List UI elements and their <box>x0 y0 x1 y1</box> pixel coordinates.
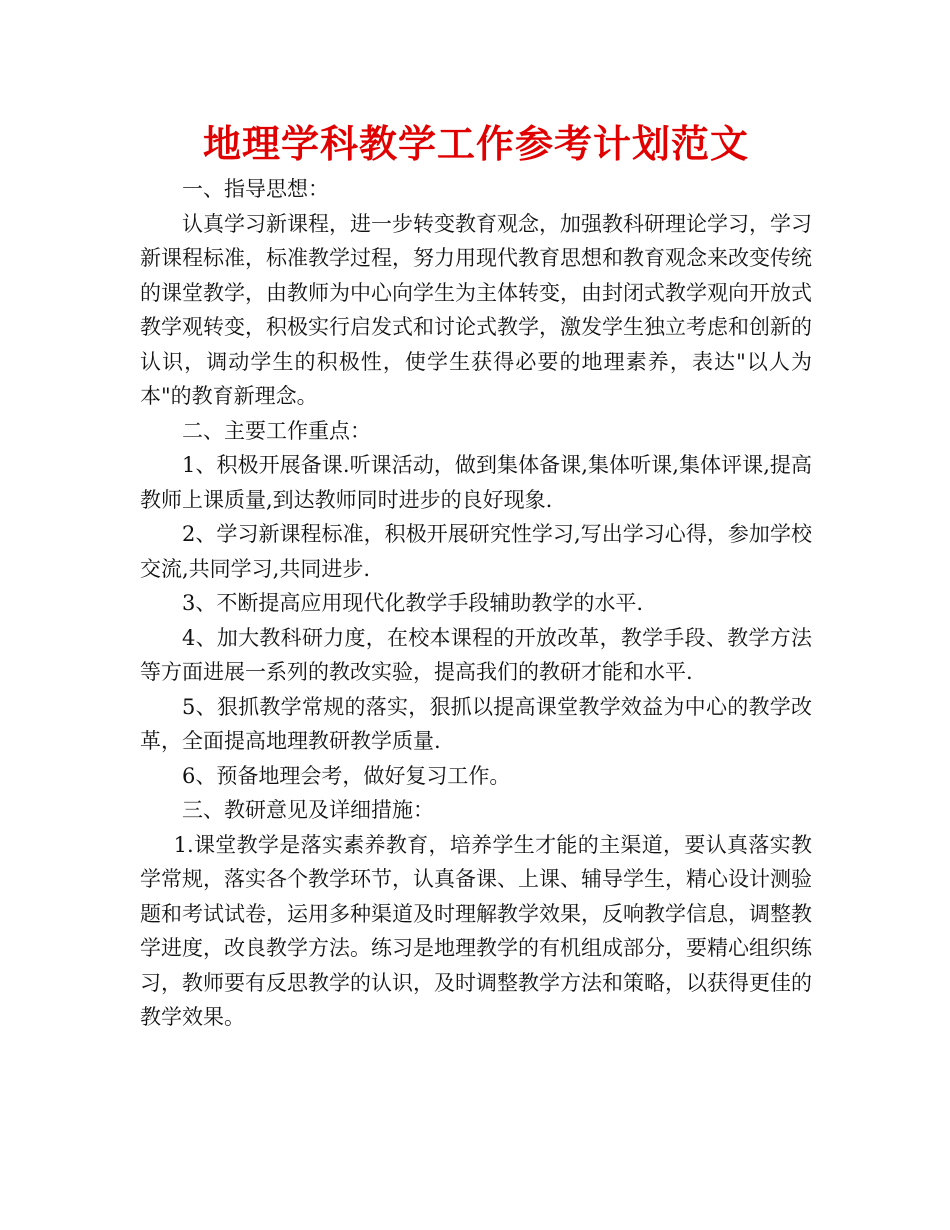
list-item-focus-5: 5、狠抓教学常规的落实，狠抓以提高课堂教学效益为中心的教学改革，全面提高地理教研教学质量. <box>140 694 812 753</box>
document-page <box>140 116 812 1035</box>
list-item-focus-2: 2、学习新课程标准，积极开展研究性学习,写出学习心得，参加学校交流,共同学习,共同进步. <box>140 522 812 581</box>
list-item-focus-6: 6、预备地理会考，做好复习工作。 <box>182 763 511 788</box>
document-title: 地理学科教学工作参考计划范文 <box>202 122 749 166</box>
list-item-focus-4: 4、加大教科研力度，在校本课程的开放改革，教学手段、教学方法等方面进展一系列的教改实验，提高我们的教研才能和水平. <box>140 625 812 684</box>
section-heading-main-focus: 二、主要工作重点： <box>182 418 371 443</box>
section-heading-measures: 三、教研意见及详细措施： <box>182 798 434 822</box>
paragraph-guiding-thought-body: 认真学习新课程，进一步转变教育观念，加强教科研理论学习，学习新课程标准，标准教学过程，努力用现代教育思想和教育观念来改变传统的课堂教学，由教师为中心向学生为主体转变，由封闭式教学观向开放式教学观转变，积极实行启发式和讨论式教学，激发学生独立考虑和创新的认识，调动学生的积极性，使学生获得必要的地理素养，表达"以人为本"的教育新理念。 <box>140 211 812 408</box>
list-item-focus-1: 1、积极开展备课.听课活动，做到集体备课,集体听课,集体评课,提高教师上课质量,到达教师同时进步的良好现象. <box>140 453 812 512</box>
section-heading-guiding-thought: 一、指导思想： <box>182 177 329 201</box>
paragraph-measure-1: 1.课堂教学是落实素养教育，培养学生才能的主渠道，要认真落实教学常规，落实各个教学环节，认真备课、上课、辅导学生，精心设计测验题和考试试卷，运用多种渠道及时理解教学效果，反响教学信息，调整教学进度，改良教学方法。练习是地理教学的有机组成部分，要精心组织练习，教师要有反思教学的认识，及时调整教学方法和策略，以获得更佳的教学效果。 <box>140 832 812 1029</box>
list-item-focus-3: 3、不断提高应用现代化教学手段辅助教学的水平. <box>182 591 644 615</box>
